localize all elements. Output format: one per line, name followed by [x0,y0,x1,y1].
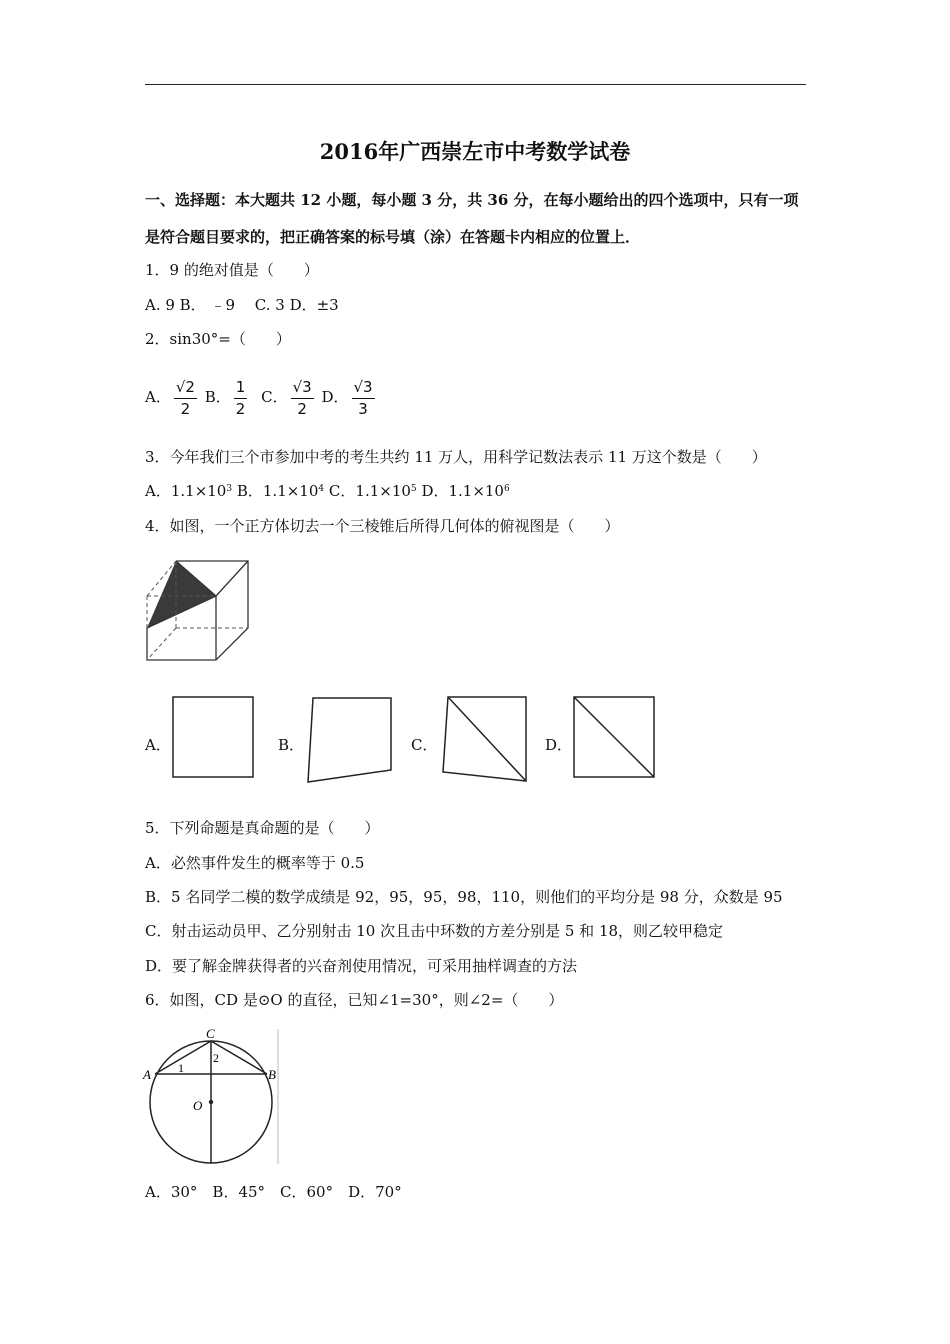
q2-option-b-denominator: 2 [235,399,246,418]
q3-option-c: C．1.1×10 [328,482,411,500]
q1-stem: 1．9 的绝对值是（ ） [145,261,319,279]
q2-option-a-numerator: √2 [174,380,197,399]
q6-stem: 6．如图，CD 是⊙O 的直径，已知∠1=30°，则∠2=（ ） [145,991,564,1009]
q6-options: A．30° B．45° C．60° D．70° [145,1183,402,1201]
q2-option-d-denominator: 3 [358,399,368,418]
q4-option-b-label: B． [278,736,305,754]
q6-label-b: B [268,1067,276,1082]
q3-stem: 3．今年我们三个市参加中考的考生共约 11 万人，用科学记数法表示 11 万这个数是（ ） [145,448,767,466]
q3-option-b: B．1.1×10 [236,482,319,500]
q2-option-c-denominator: 2 [297,399,307,418]
q2-option-d-fraction [352,377,375,418]
q4-option-a-figure [172,696,256,780]
q4-option-b-figure [305,696,393,784]
q2-option-c-label: C． [261,388,288,406]
q2-option-d-numerator: √3 [352,380,375,399]
q5-option-d: D．要了解金牌获得者的兴奋剂使用情况，可采用抽样调查的方法 [145,957,578,975]
q2-options [145,376,378,418]
q3-option-d: D．1.1×10 [421,482,504,500]
q3-option-c-exponent: 5 [410,484,417,494]
q6-label-a: A [143,1067,151,1082]
header-rule [145,84,806,85]
q2-option-b-label: B． [204,388,231,406]
q2-stem: 2．sin30°=（ ） [145,330,291,348]
q4-stem: 4．如图，一个正方体切去一个三棱锥后所得几何体的俯视图是（ ） [145,517,620,535]
q2-option-d-label: D． [321,388,349,406]
q2-option-c-fraction [291,377,314,418]
q4-option-c-figure [440,696,528,784]
q2-option-b-fraction [234,377,248,418]
q4-option-a-label: A． [145,736,171,754]
q4-option-d-figure [573,696,657,780]
section-instruction-line2: 是符合题目要求的，把正确答案的标号填（涂）在答题卡内相应的位置上． [145,228,641,246]
q3-option-b-exponent: 4 [318,484,325,494]
q4-option-c-label: C． [411,736,438,754]
q6-angle-1-label: 1 [178,1061,184,1075]
q3-option-d-exponent: 6 [503,484,510,494]
q5-option-c: C．射击运动员甲、乙分别射击 10 次且击中环数的方差分别是 5 和 18，则乙较甲稳定 [145,922,724,940]
q2-option-c-numerator: √3 [291,380,314,399]
q2-option-b-numerator: 1 [234,380,248,399]
q4-cube-figure [140,556,252,664]
q2-option-a-denominator: 2 [180,399,191,418]
q3-option-a: A．1.1×10 [145,482,227,500]
q6-label-o: O [193,1098,203,1113]
q5-option-a: A．必然事件发生的概率等于 0.5 [145,854,365,872]
q5-stem: 5．下列命题是真命题的是（ ） [145,819,380,837]
q3-options [145,481,510,501]
q6-circle-figure [140,1024,285,1169]
q6-label-c: C [206,1026,215,1041]
page-title: 2016年广西崇左市中考数学试卷 [319,139,631,164]
q4-option-d-label: D． [545,736,573,754]
q2-option-a-label: A． [145,388,171,406]
section-instruction-line1: 一、选择题：本大题共 12 小题，每小题 3 分，共 36 分，在每小题给出的四个选项中，只有一项 [145,191,799,209]
q2-option-a-fraction [174,377,197,418]
q5-option-b: B．5 名同学二模的数学成绩是 92，95，95，98，110，则他们的平均分是 98 分，众数是 95 [145,888,783,906]
q1-options: A. 9 B． ﹣9 C. 3 D．±3 [145,296,339,314]
q3-option-a-exponent: 3 [226,484,233,494]
q6-angle-2-label: 2 [213,1051,219,1065]
